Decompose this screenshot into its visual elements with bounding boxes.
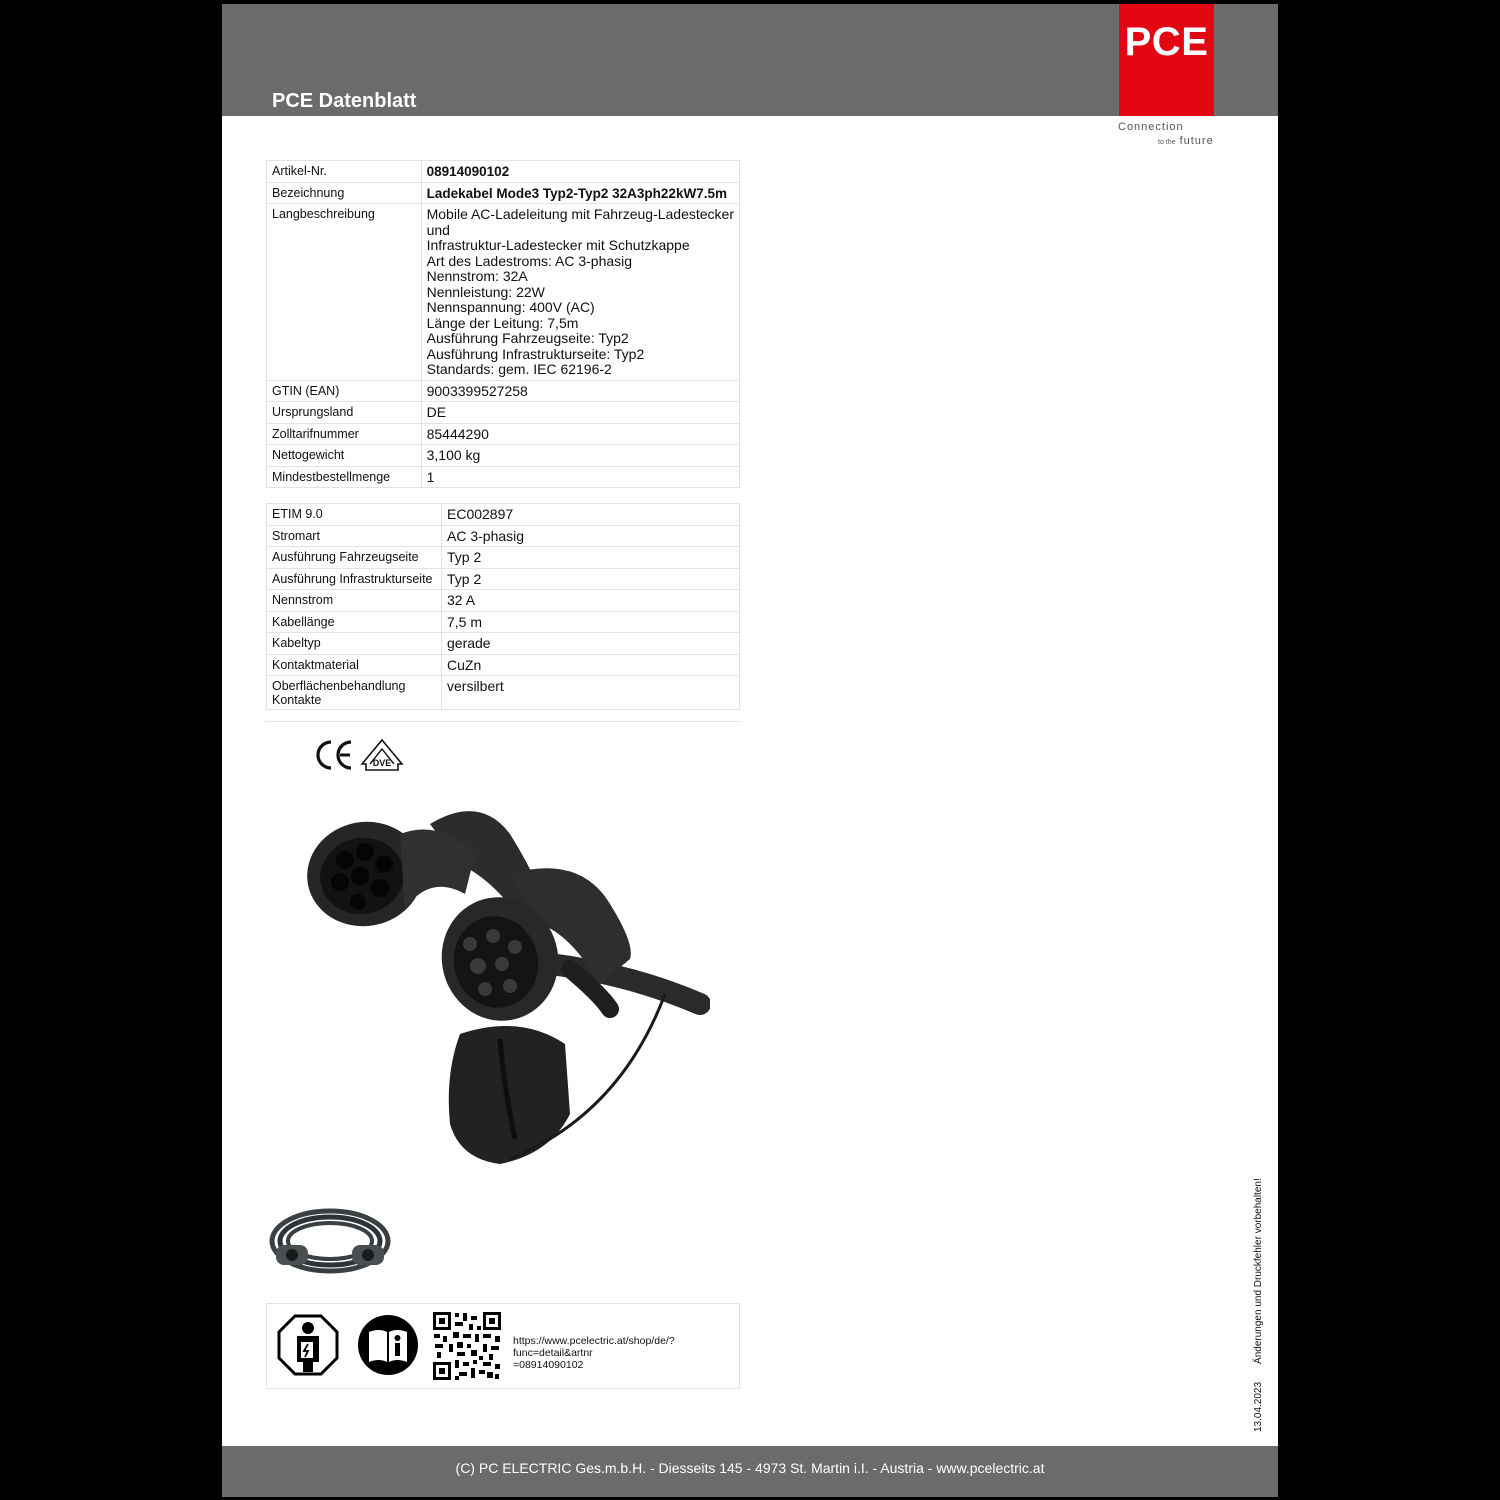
product-thumbnail-cable-coil [266, 1201, 394, 1281]
table-row [267, 676, 740, 710]
table-row [267, 547, 740, 569]
header-bar [222, 4, 1278, 116]
table-row [267, 504, 740, 526]
page-title: PCE Datenblatt [272, 90, 417, 112]
row-label: Ausführung Fahrzeugseite [267, 547, 442, 569]
row-value: 3,100 kg [421, 445, 739, 467]
ce-mark-icon [318, 742, 351, 768]
description-line: Art des Ladestroms: AC 3-phasig [426, 252, 633, 269]
row-label: Mindestbestellmenge [267, 466, 422, 488]
row-label: Nettogewicht [267, 445, 422, 467]
row-label [267, 676, 442, 710]
row-value [421, 204, 739, 381]
product-image-connectors [300, 794, 710, 1174]
row-label-line: Kontakte [272, 693, 322, 707]
etim-table [266, 503, 740, 710]
qr-code[interactable] [431, 1310, 503, 1382]
vde-mark-icon [362, 740, 402, 770]
table-row [267, 466, 740, 488]
row-label: GTIN (EAN) [267, 380, 422, 402]
table-row [267, 590, 740, 612]
row-value: 7,5 m [442, 611, 740, 633]
table-row [267, 204, 740, 381]
description-line: Infrastruktur-Ladestecker mit Schutzkappe [426, 237, 690, 253]
table-row [267, 380, 740, 402]
row-label: Langbeschreibung [267, 204, 422, 381]
table-row [267, 654, 740, 676]
row-value: gerade [442, 633, 740, 655]
side-note-date: 13.04.2023 [1253, 1381, 1264, 1432]
product-url-line2: =08914090102 [513, 1359, 584, 1371]
tagline-word: future [1179, 135, 1214, 147]
table-row [267, 525, 740, 547]
row-label: Zolltarifnummer [267, 423, 422, 445]
description-line: Nennstrom: 32A [426, 268, 528, 284]
row-label: Ursprungsland [267, 402, 422, 424]
svg-text:DVE: DVE [372, 758, 392, 768]
row-value: DE [421, 402, 739, 424]
row-value: EC002897 [442, 504, 740, 526]
row-value: 85444290 [421, 423, 739, 445]
table-row [267, 402, 740, 424]
description-line: Länge der Leitung: 7,5m [426, 314, 579, 331]
product-url[interactable] [513, 1335, 739, 1371]
row-value: CuZn [442, 654, 740, 676]
table-row [267, 633, 740, 655]
description-line: Nennleistung: 22W [426, 283, 545, 300]
side-note-text: Änderungen und Druckfehler vorbehalten! [1253, 1178, 1264, 1364]
tagline-line2 [1158, 135, 1214, 147]
row-value: 9003399527258 [421, 380, 739, 402]
row-label: Artikel-Nr. [267, 161, 422, 183]
table-row [267, 423, 740, 445]
row-label-line: Oberflächenbehandlung [272, 679, 406, 693]
description-line: Ausführung Infrastrukturseite: Typ2 [426, 345, 645, 362]
row-label: Nennstrom [267, 590, 442, 612]
table-row [267, 568, 740, 590]
qualified-electrician-icon [277, 1314, 339, 1376]
row-value: Ladekabel Mode3 Typ2-Typ2 32A3ph22kW7.5m [421, 182, 739, 204]
description-line: Ausführung Fahrzeugseite: Typ2 [426, 330, 629, 346]
row-value: Typ 2 [442, 568, 740, 590]
product-url-line1: https://www.pcelectric.at/shop/de/?func=detail&artnr [513, 1335, 675, 1359]
table-row [267, 161, 740, 183]
table-row [267, 445, 740, 467]
row-label: Ausführung Infrastrukturseite [267, 568, 442, 590]
datasheet-page [222, 4, 1278, 1497]
certification-marks [314, 736, 414, 776]
read-manual-icon [357, 1314, 419, 1376]
description-line: Mobile AC-Ladeleitung mit Fahrzeug-Ladestecker [426, 206, 734, 222]
article-table [266, 160, 740, 488]
description-line: Nennspannung: 400V (AC) [426, 299, 595, 315]
row-value: 1 [421, 466, 739, 488]
description-line: und [426, 221, 450, 238]
row-value: 32 A [442, 590, 740, 612]
row-label: ETIM 9.0 [267, 504, 442, 526]
logo-text: PCE [1124, 20, 1209, 64]
table-row [267, 611, 740, 633]
row-label: Kabeltyp [267, 633, 442, 655]
row-label: Kontaktmaterial [267, 654, 442, 676]
tagline-small: to the [1158, 139, 1176, 146]
row-value: AC 3-phasig [442, 525, 740, 547]
info-box [266, 1303, 740, 1389]
row-value: 08914090102 [421, 161, 739, 183]
tagline-line1: Connection [1118, 121, 1184, 133]
footer-text: (C) PC ELECTRIC Ges.m.b.H. - Diesseits 145 - 4973 St. Martin i.I. - Austria - www.pcelectric.at [455, 1460, 1045, 1476]
description-line: Standards: gem. IEC 62196-2 [426, 361, 612, 377]
row-label: Stromart [267, 525, 442, 547]
divider [266, 721, 740, 722]
row-value: Typ 2 [442, 547, 740, 569]
row-label: Kabellänge [267, 611, 442, 633]
row-value: versilbert [442, 676, 740, 710]
pce-logo [1119, 4, 1214, 116]
row-label: Bezeichnung [267, 182, 422, 204]
footer-bar [222, 1446, 1278, 1497]
side-note [1253, 1160, 1264, 1432]
table-row [267, 182, 740, 204]
